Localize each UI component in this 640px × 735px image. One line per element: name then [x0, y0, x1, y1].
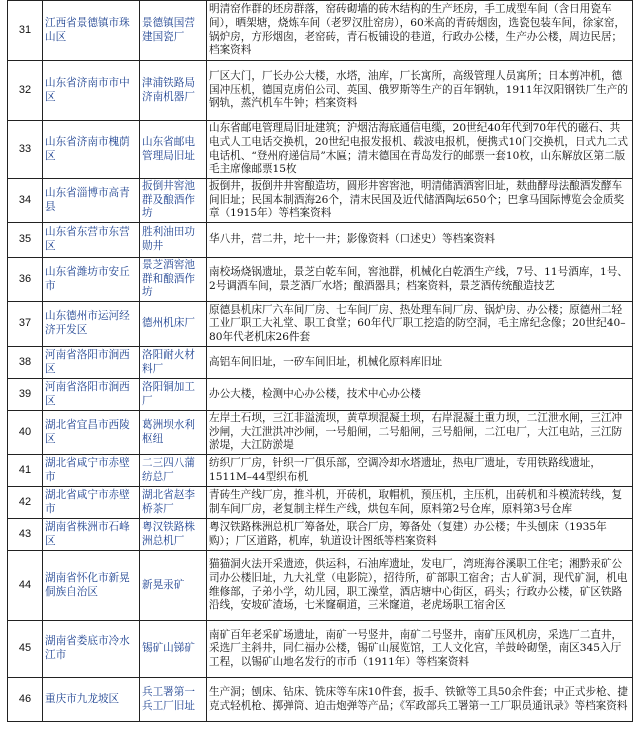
contents-cell: 厂区大门，厂长办公大楼，水塔，油库，厂长寓所，高级管理人员寓所；日本剪冲机，德国冲压机，德国克虏伯公司、英国、俄罗斯等生产的百年钢轨，1911年汉阳钢铁厂生产的钢轨，蒸汽机车牛钟；档案资料 [207, 61, 633, 121]
table-row [8, 455, 633, 487]
contents-cell: 高铝车间旧址，一矽车间旧址，机械化原料库旧址 [207, 347, 633, 379]
site-name-cell: 津浦铁路局济南机器厂 [140, 61, 207, 121]
table-row [8, 121, 633, 179]
table-row [8, 1, 633, 61]
contents-cell: 生产洞；刨床、钻床、铣床等车床10件套，扳手、铁锨等工具50余件套；中正式步枪、捷克式轻机枪、掷弹筒、迫击炮弹等产品；《军政部兵工署第一工厂职员通讯录》等档案资料 [207, 678, 633, 722]
location-cell: 山东省济南市市中区 [43, 61, 140, 121]
site-name-cell: 二三四八蒲纺总厂 [140, 455, 207, 487]
table-row [8, 302, 633, 347]
row-number: 39 [8, 379, 43, 411]
contents-cell: 办公大楼，检测中心办公楼，技术中心办公楼 [207, 379, 633, 411]
site-name-cell: 景芝酒窖池群和酿酒作坊 [140, 258, 207, 302]
site-name-cell: 景德镇国营建国瓷厂 [140, 1, 207, 61]
row-number: 37 [8, 302, 43, 347]
location-cell: 湖北省咸宁市赤壁市 [43, 487, 140, 519]
table-row [8, 487, 633, 519]
site-name-cell: 扳倒井窖池群及酿酒作坊 [140, 179, 207, 223]
row-number: 34 [8, 179, 43, 223]
contents-cell: 左岸土石坝，三江非溢流坝，黄草坝混凝土坝，右岸混凝土重力坝，二江泄水闸，三江冲沙闸，大江泄洪冲沙闸，一号船闸，二号船闸，三号船闸，二江电厂，大江电站，三江防淤堤，大江防淤堤 [207, 411, 633, 455]
contents-cell: 山东省邮电管理局旧址建筑；沪烟沽海底通信电缆，20世纪40年代到70年代的磁石、共电式人工电话交换机，20世纪电报发报机、载波电报机，便携式10门交换机，日式九二式电话机、“登州府递信局”木匾；清末德国在青岛发行的邮票一套10枚，山东解放区第二版毛主席像邮票15枚 [207, 121, 633, 179]
row-number: 31 [8, 1, 43, 61]
contents-cell: 青砖生产线厂房，推斗机，开砖机，取帽机，预压机，主压机，出砖机和斗模流转线，复制车间厂房，老复制主样生产线，烘包车间，原料第2号仓库，原料第3号仓库 [207, 487, 633, 519]
row-number: 41 [8, 455, 43, 487]
table-row [8, 258, 633, 302]
row-number: 32 [8, 61, 43, 121]
row-number: 44 [8, 551, 43, 621]
row-number: 35 [8, 223, 43, 258]
contents-cell: 南校场烧锅遗址，景芝白乾车间，窖池群，机械化白乾酒生产线，7号、11号酒库，1号、2号调酒车间，景芝酒厂水塔；酿酒器具；档案资料，景芝酒传统酿造技艺 [207, 258, 633, 302]
contents-cell: 南矿百年老采矿场遗址，南矿一号竖井，南矿二号竖井，南矿压风机房，采选厂二直井，采选厂主斜井，同仁福办公楼，锡矿山展览馆，工人文化宫，羊鼓岭砌堡，南区345入厅工程，以锡矿山地名发行的市币（1911年）等档案资料 [207, 621, 633, 678]
site-name-cell: 洛阳耐火材料厂 [140, 347, 207, 379]
contents-cell: 猫猫洞火法开采遗迹，供运科，石油库遗址，发电厂，湾班海谷溪职工住宅；湘黔汞矿公司办公楼旧址，九大礼堂（电影院），招待所，矿部职工宿舍；古人矿洞，现代矿洞，机电维修部，子弟小学，幼儿园，职工澡堂，酒店塘中心街区，码头；行政办公楼，矿区铁路沿线，安坡矿渣场，七米窿硐道，三米窿道，老虎场职工宿舍区 [207, 551, 633, 621]
table-row [8, 678, 633, 722]
row-number: 40 [8, 411, 43, 455]
row-number: 45 [8, 621, 43, 678]
row-number: 33 [8, 121, 43, 179]
row-number: 46 [8, 678, 43, 722]
table-row [8, 223, 633, 258]
table-row [8, 379, 633, 411]
site-name-cell: 德州机床厂 [140, 302, 207, 347]
location-cell: 重庆市九龙坡区 [43, 678, 140, 722]
row-number: 38 [8, 347, 43, 379]
contents-cell: 扳倒井，扳倒井井窖酿造坊，圆形井窖窖池，明清储酒酒窖旧址，麸曲酵母法酿酒发酵车间旧址；民国本制酒海26个，清末民国及近代储酒陶坛650个；巴拿马国际博览会金质奖章（1915年）等档案资料 [207, 179, 633, 223]
table-row [8, 551, 633, 621]
table-row [8, 347, 633, 379]
location-cell: 河南省洛阳市涧西区 [43, 347, 140, 379]
table-row [8, 179, 633, 223]
location-cell: 山东省淄博市高青县 [43, 179, 140, 223]
row-number: 36 [8, 258, 43, 302]
table-row [8, 621, 633, 678]
location-cell: 河南省洛阳市涧西区 [43, 379, 140, 411]
location-cell: 山东省济南市槐荫区 [43, 121, 140, 179]
contents-cell: 纺织厂厂房，针织一厂俱乐部，空调冷却水塔遗址，热电厂遗址，专用铁路线遗址，1511M–44型织布机 [207, 455, 633, 487]
site-name-cell: 山东省邮电管理局旧址 [140, 121, 207, 179]
site-name-cell: 新晃汞矿 [140, 551, 207, 621]
location-cell: 江西省景德镇市珠山区 [43, 1, 140, 61]
location-cell: 山东省潍坊市安丘市 [43, 258, 140, 302]
contents-cell: 粤汉铁路株洲总机厂筹备处，联合厂房，筹备处（复建）办公楼；牛头刨床（1935年购）；厂区道路，机库，轨道设计图纸等档案资料 [207, 519, 633, 551]
site-name-cell: 湖北省赵李桥茶厂 [140, 487, 207, 519]
location-cell: 山东德州市运河经济开发区 [43, 302, 140, 347]
location-cell: 湖北省咸宁市赤壁市 [43, 455, 140, 487]
row-number: 42 [8, 487, 43, 519]
table-row [8, 411, 633, 455]
site-name-cell: 锡矿山锑矿 [140, 621, 207, 678]
location-cell: 山东省东营市东营区 [43, 223, 140, 258]
row-number: 43 [8, 519, 43, 551]
site-name-cell: 洛阳铜加工厂 [140, 379, 207, 411]
table-row [8, 519, 633, 551]
site-name-cell: 粤汉铁路株洲总机厂 [140, 519, 207, 551]
contents-cell: 华八井，营二井，坨十一井；影像资料（口述史）等档案资料 [207, 223, 633, 258]
contents-cell: 明清窑作群的坯房群落，窑砖砌墙的砖木结构的生产坯房，手工成型车间（含日用瓷车间），晒架塘，烧炼车间（老罗汉肚窑房），60米高的青砖烟囱，选瓷包装车间，徐家窑，锅炉房，方形烟囱，老窑砖，青石板铺设的巷道，行政办公楼，生产办公楼，周边民居；档案资料 [207, 1, 633, 61]
site-name-cell: 胜利油田功勋井 [140, 223, 207, 258]
location-cell: 湖北省宜昌市西陵区 [43, 411, 140, 455]
location-cell: 湖南省怀化市新晃侗族自治区 [43, 551, 140, 621]
location-cell: 湖南省株洲市石峰区 [43, 519, 140, 551]
table-row [8, 61, 633, 121]
contents-cell: 原德县机床厂六车间厂房、七车间厂房、热处理车间厂房、锅炉房、办公楼；原德州二轻工业厂职工大礼堂、职工食堂；60年代厂职工挖造的防空洞，毛主席纪念像；20世纪40–80年代老机床26件套 [207, 302, 633, 347]
heritage-table [7, 0, 633, 722]
site-name-cell: 兵工署第一兵工厂旧址 [140, 678, 207, 722]
location-cell: 湖南省娄底市冷水江市 [43, 621, 140, 678]
site-name-cell: 葛洲坝水利枢纽 [140, 411, 207, 455]
